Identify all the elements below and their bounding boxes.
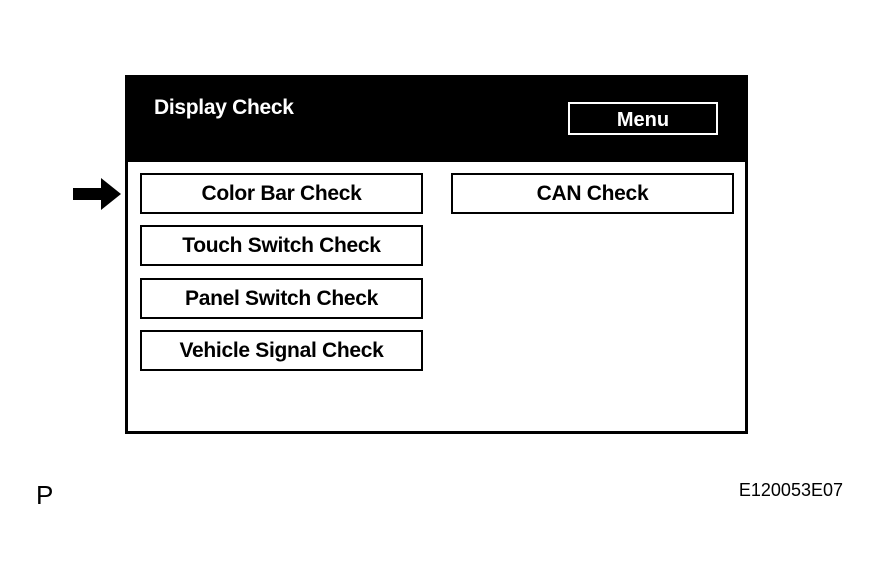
screen-title: Display Check bbox=[154, 96, 294, 119]
vehicle-signal-check-button[interactable]: Vehicle Signal Check bbox=[140, 330, 423, 371]
corner-label: P bbox=[36, 480, 54, 510]
display-check-screen bbox=[125, 75, 748, 434]
color-bar-check-button[interactable]: Color Bar Check bbox=[140, 173, 423, 214]
figure-id: E120053E07 bbox=[738, 480, 843, 500]
panel-switch-check-button[interactable]: Panel Switch Check bbox=[140, 278, 423, 319]
menu-button[interactable]: Menu bbox=[568, 102, 718, 135]
right-arrow-icon bbox=[73, 178, 121, 210]
can-check-button[interactable]: CAN Check bbox=[451, 173, 734, 214]
touch-switch-check-button[interactable]: Touch Switch Check bbox=[140, 225, 423, 266]
title-bar bbox=[128, 78, 745, 162]
